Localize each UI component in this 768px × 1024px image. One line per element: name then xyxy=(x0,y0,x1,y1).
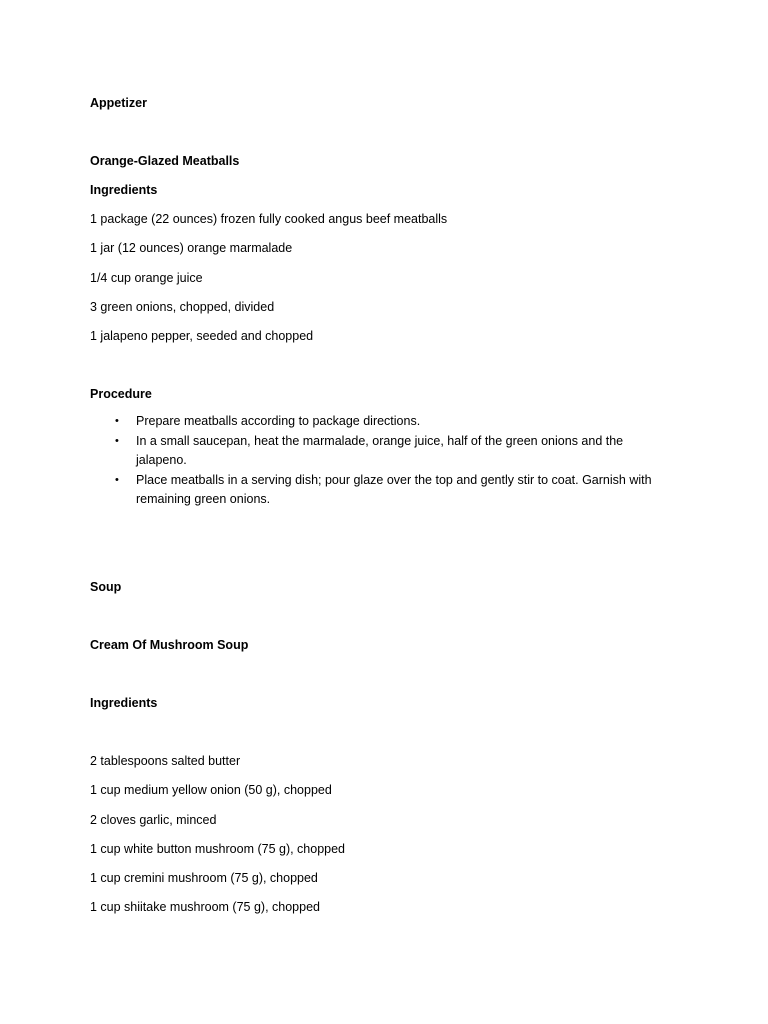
ingredients-heading-soup: Ingredients xyxy=(90,696,158,710)
ingredient-line: 1/4 cup orange juice xyxy=(90,271,203,285)
procedure-step xyxy=(90,471,670,510)
section-title-appetizer: Appetizer xyxy=(90,96,147,110)
recipe-title-meatballs: Orange-Glazed Meatballs xyxy=(90,154,240,168)
bullet-icon: • xyxy=(115,473,119,486)
procedure-heading: Procedure xyxy=(90,387,152,401)
ingredient-line: 1 cup medium yellow onion (50 g), chopped xyxy=(90,783,332,797)
ingredients-heading-appetizer: Ingredients xyxy=(90,183,158,197)
procedure-step-text: In a small saucepan, heat the marmalade, orange juice, half of the green onions and the jalapeno. xyxy=(136,433,624,467)
ingredient-line: 3 green onions, chopped, divided xyxy=(90,300,275,314)
procedure-step-text: Place meatballs in a serving dish; pour glaze over the top and gently stir to coat. Garnish with remaining green onions. xyxy=(136,472,652,506)
ingredient-line: 2 cloves garlic, minced xyxy=(90,813,217,827)
ingredient-line: 1 jar (12 ounces) orange marmalade xyxy=(90,241,293,255)
ingredient-line: 2 tablespoons salted butter xyxy=(90,754,241,768)
procedure-step xyxy=(90,412,670,432)
procedure-step-text: Prepare meatballs according to package directions. xyxy=(136,414,421,428)
procedure-list xyxy=(90,412,670,510)
ingredient-line: 1 cup white button mushroom (75 g), chopped xyxy=(90,842,346,856)
bullet-icon: • xyxy=(115,415,119,427)
ingredient-line: 1 cup shiitake mushroom (75 g), chopped xyxy=(90,900,320,914)
recipe-title-mushroom-soup: Cream Of Mushroom Soup xyxy=(90,638,249,652)
ingredient-line: 1 package (22 ounces) frozen fully cooked angus beef meatballs xyxy=(90,212,448,226)
ingredient-line: 1 cup cremini mushroom (75 g), chopped xyxy=(90,871,318,885)
ingredient-line: 1 jalapeno pepper, seeded and chopped xyxy=(90,329,314,343)
section-title-soup: Soup xyxy=(90,580,122,594)
procedure-step xyxy=(90,432,670,471)
bullet-icon: • xyxy=(115,434,119,447)
